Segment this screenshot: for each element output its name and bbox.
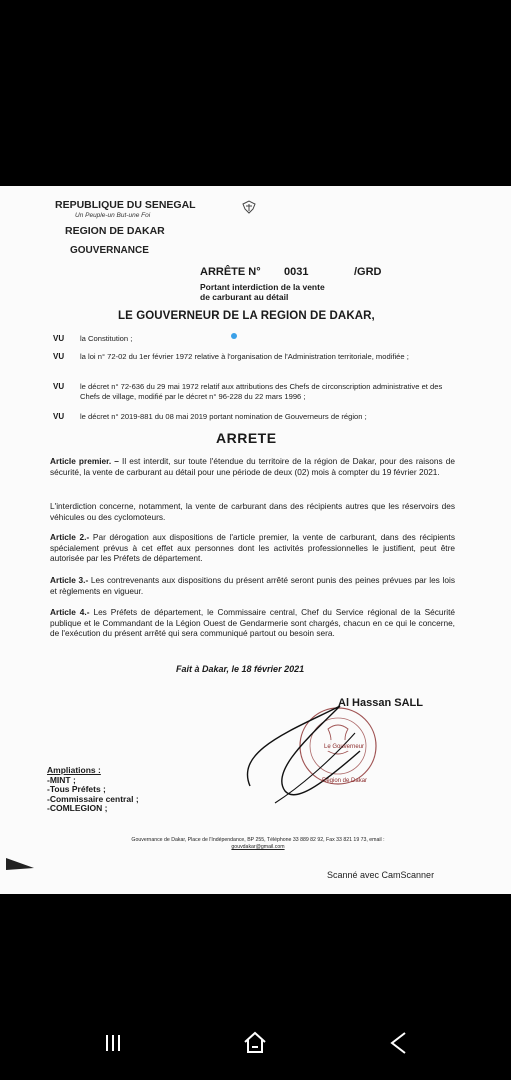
article-3-text: Les contrevenants aux dispositions du présent arrêté seront punis des peines prévues par les lois et règlements en vigueur.: [50, 575, 455, 596]
governor-title: LE GOUVERNEUR DE LA REGION DE DAKAR,: [118, 310, 375, 322]
vu-item: le décret n° 2019-881 du 08 mai 2019 portant nomination de Gouverneurs de région ;: [80, 412, 367, 421]
article-1-text: Il est interdit, sur toute l'étendue du territoire de la région de Dakar, pour des raisons de sécurité, la vente de carburant au détail pour une période de deux (02) mois à compter du 19 février 2021.: [50, 456, 455, 477]
article-2-label: Article 2.-: [50, 532, 90, 542]
national-motto: Un Peuple-un But-une Foi: [75, 212, 151, 219]
arrete-number-label: ARRÊTE N°: [200, 266, 261, 278]
article-3-label: Article 3.-: [50, 575, 89, 585]
vu-item: la Constitution ;: [80, 334, 133, 343]
vu-label: VU: [53, 352, 65, 361]
arrete-title: ARRETE: [216, 430, 277, 446]
article-1-extra: L'interdiction concerne, notamment, la vente de carburant dans des récipients autres que les réservoirs des véhicules ou des cyclomoteurs.: [50, 501, 455, 522]
home-icon[interactable]: [240, 1028, 270, 1058]
article-4: [50, 607, 455, 639]
article-3: [50, 575, 455, 596]
footer-address: Gouvernance de Dakar, Place de l'Indépendance, BP 255, Téléphone 33 889 82 92, Fax 33 821 19 73, email :: [131, 837, 385, 843]
vu-item: la loi n° 72-02 du 1er février 1972 relative à l'organisation de l'Administration territoriale, modifiée ;: [80, 352, 409, 361]
document-footer: [78, 837, 438, 851]
subject-line-1: Portant interdiction de la vente: [200, 282, 325, 292]
arrete-number-value: 0031: [284, 266, 309, 278]
signing-place-date: Fait à Dakar, le 18 février 2021: [176, 664, 305, 674]
region-heading: REGION DE DAKAR: [65, 225, 165, 237]
republic-heading: REPUBLIQUE DU SENEGAL: [55, 199, 196, 211]
emblem-icon: [240, 200, 258, 216]
menu-icon[interactable]: [98, 1028, 128, 1058]
vu-item: le décret n° 72-636 du 29 mai 1972 relatif aux attributions des Chefs de circonscription administrative et des Chefs de village, modifié par le décret n° 96-228 du 22 mars 1996 ;: [80, 382, 443, 401]
article-2-text: Par dérogation aux dispositions de l'article premier, la vente de carburant, dans des récipients spécialement prévus à cet effet aux personnes dont les activités professionnelles le justifient, peut être autorisée par les Préfets de département.: [50, 532, 455, 564]
gouvernance-heading: GOUVERNANCE: [70, 245, 149, 256]
ampliations-title: Ampliations :: [47, 765, 101, 775]
ampliation-item: -Commissaire central ;: [47, 793, 139, 804]
ampliation-item: -Tous Préfets ;: [47, 784, 106, 794]
official-stamp-and-signature: [230, 691, 390, 811]
article-1: [50, 456, 455, 477]
vu-label: VU: [53, 382, 65, 391]
document-page: [0, 186, 511, 894]
vu-label: VU: [53, 412, 65, 421]
arrete-number-suffix: /GRD: [354, 266, 382, 278]
stamp-label: Le Gouverneur: [324, 744, 365, 750]
ampliation-item: -COMLEGION ;: [47, 803, 108, 813]
article-4-text: Les Préfets de département, le Commissaire central, Chef du Service régional de la Sécurité publique et le Commandant de la Légion Ouest de Gendarmerie sont chargés, chacun en ce qui le concerne, de l'exécution du présent arrêté qui sera communiqué partout ou besoin sera.: [50, 607, 456, 639]
back-icon[interactable]: [383, 1028, 413, 1058]
article-1-label: Article premier. –: [50, 456, 119, 466]
arrete-number: [200, 266, 440, 278]
footer-email: gouvdakar@gmail.com: [231, 844, 285, 850]
android-navigation-bar: [0, 1010, 511, 1080]
camscanner-watermark: Scanné avec CamScanner: [327, 870, 435, 880]
ampliations: [47, 766, 139, 814]
vu-label: VU: [53, 334, 65, 343]
corner-mark-icon: [6, 858, 34, 870]
subject-line-2: de carburant au détail: [200, 292, 289, 302]
signer-name: Al Hassan SALL: [338, 697, 423, 709]
article-2: [50, 532, 455, 564]
ampliation-item: -MINT ;: [47, 774, 76, 785]
article-4-label: Article 4.-: [50, 607, 90, 617]
stamp-ring-text: Région de Dakar: [322, 778, 368, 784]
